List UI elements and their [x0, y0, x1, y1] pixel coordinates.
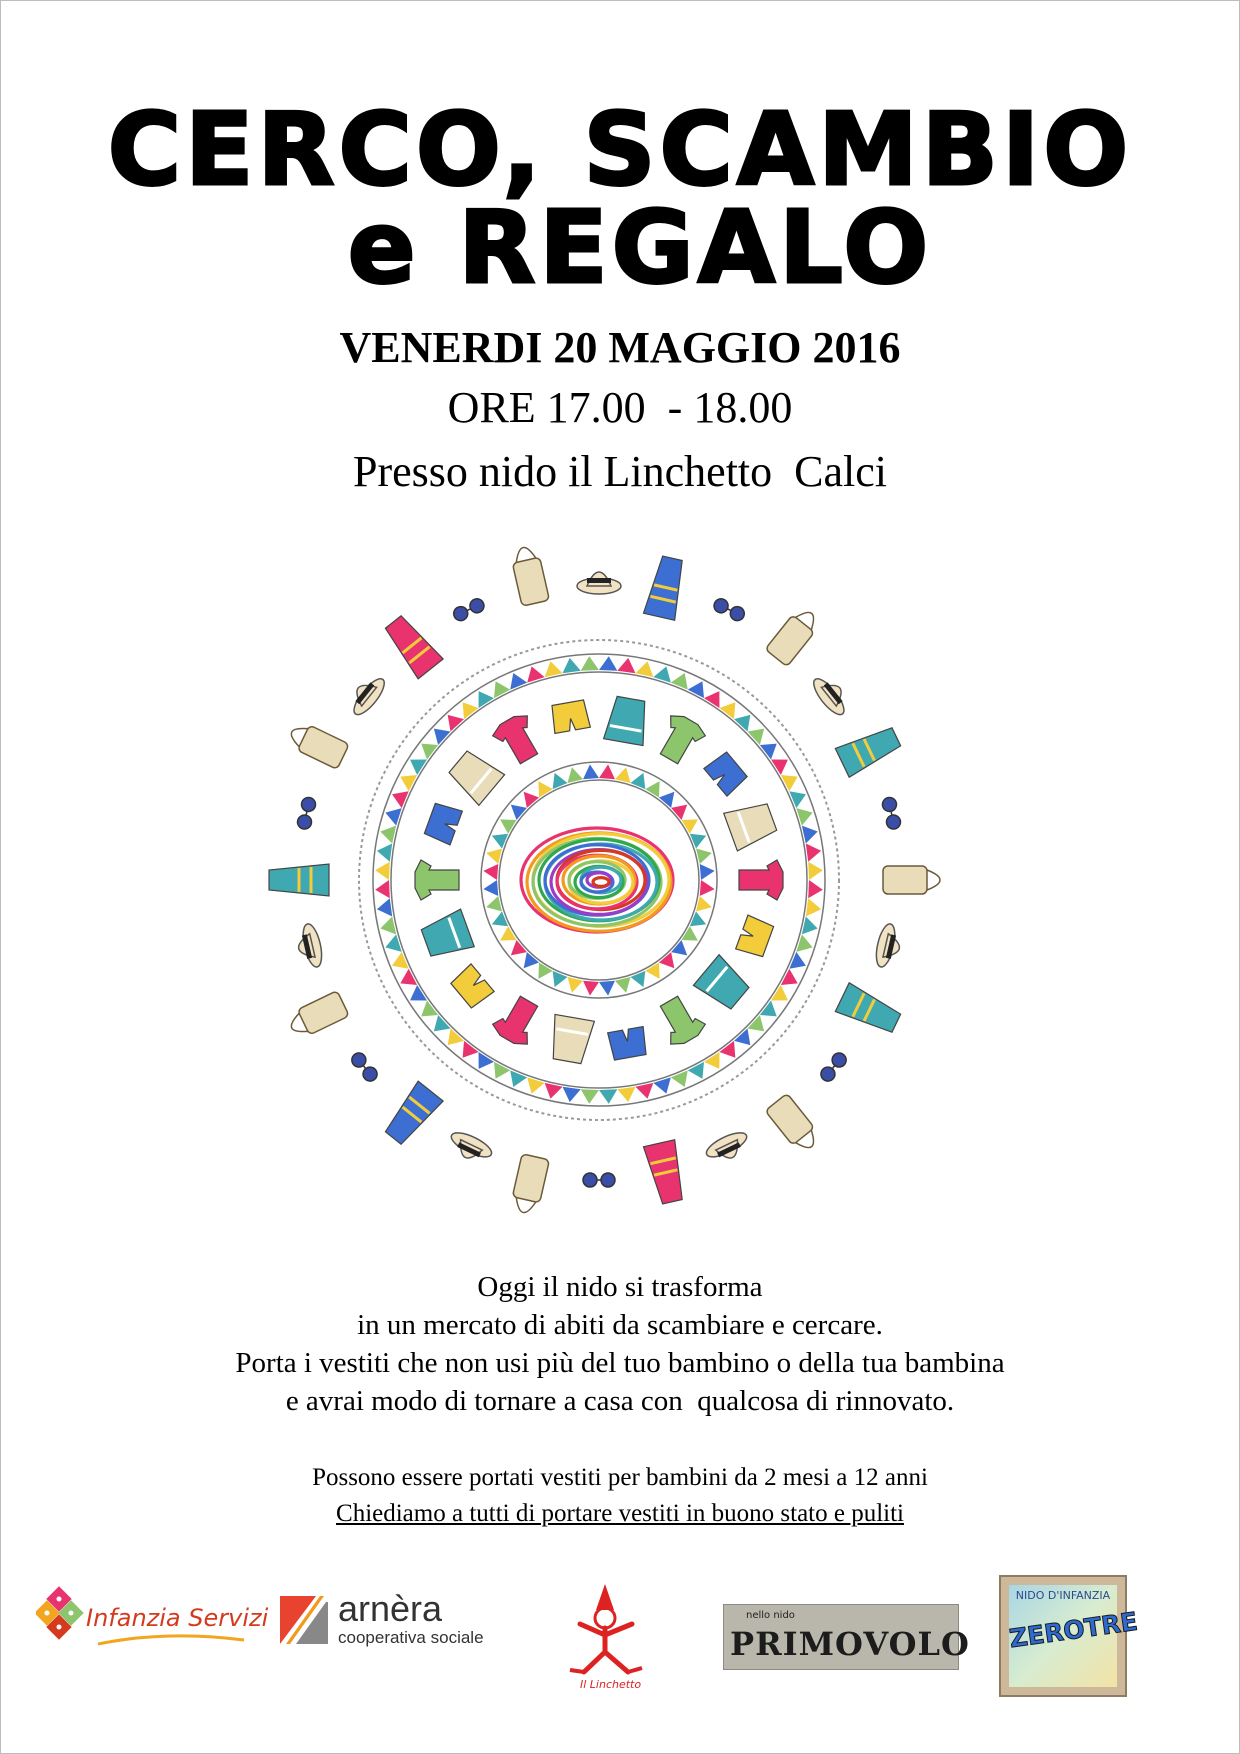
primovolo-logo: [723, 1604, 970, 1670]
accessory-item: [583, 1173, 615, 1187]
accessory-item: [381, 1081, 443, 1148]
clothing-item: [693, 955, 752, 1014]
clothing-item: [736, 915, 775, 958]
arnera-mark-icon: [276, 1588, 332, 1648]
accessory-item: [294, 922, 325, 970]
dice-icon: [36, 1580, 92, 1660]
primovolo-small-text: nello nido: [746, 1610, 795, 1621]
accessory-item: [643, 1140, 688, 1206]
accessory-item: [446, 1128, 495, 1167]
colorful-yarn-swirl: [521, 828, 673, 932]
clothing-item: [445, 746, 504, 805]
clothing-item: [490, 711, 547, 769]
accessory-item: [349, 1050, 380, 1084]
accessory-item: [818, 1050, 849, 1084]
arnera-subtitle: cooperativa sociale: [338, 1628, 484, 1647]
description-line-4: e avrai modo di tornare a casa con qualcosa di rinnovato.: [285, 1385, 955, 1417]
zerotre-top-text: NIDO D'INFANZIA: [1015, 1589, 1111, 1602]
accessory-item: [381, 612, 443, 679]
accessory-item: [809, 671, 854, 719]
clothing-item: [490, 991, 547, 1049]
event-place: Presso nido il Linchetto Calci: [352, 447, 888, 496]
swoosh-icon: [96, 1632, 246, 1648]
clothing-item: [550, 700, 590, 734]
accessory-item: [765, 1093, 822, 1155]
accessory-item: [269, 864, 329, 896]
linchetto-logo: [550, 1580, 660, 1695]
clothing-item: [704, 751, 749, 797]
note: [0, 1460, 1240, 1532]
clothing-item: [608, 1027, 648, 1061]
clothing-item: [604, 695, 651, 745]
clothes-mandala-illustration: [224, 520, 974, 1240]
accessory-item: [286, 719, 350, 769]
accessory-item: [873, 922, 904, 970]
description-line-3: Porta i vestiti che non usi più del tuo bambino o della tua bambina: [235, 1347, 1005, 1379]
clothing-item: [424, 802, 463, 845]
event-date: VENERDI 20 MAGGIO 2016: [339, 323, 901, 372]
accessory-item: [344, 671, 389, 719]
triangle-border-inner: [483, 764, 714, 995]
note-ages: Possono essere portati vestiti per bambini da 2 mesi a 12 anni: [312, 1464, 928, 1491]
description: [0, 1268, 1240, 1420]
description-line-2: in un mercato di abiti da scambiare e cercare.: [357, 1309, 883, 1341]
note-request: Chiediamo a tutti di portare vestiti in buono stato e puliti: [336, 1500, 904, 1527]
infanzia-servizi-logo: [36, 1580, 269, 1660]
primovolo-name: PRIMOVOLO: [730, 1625, 970, 1663]
accessory-item: [835, 983, 903, 1038]
title-line-2: e REGALO: [347, 189, 933, 306]
accessory-item: [451, 596, 486, 622]
description-line-1: Oggi il nido si trasforma: [477, 1271, 763, 1303]
zerotre-name: ZEROTRE: [1007, 1606, 1140, 1654]
event-time: ORE 17.00 - 18.00: [447, 383, 793, 432]
accessory-item: [509, 1154, 549, 1216]
clothing-item: [415, 860, 459, 900]
clothing-item: [739, 860, 783, 900]
linchetto-caption: Il Linchetto: [580, 1678, 642, 1691]
accessory-item: [643, 555, 688, 621]
clothing-item: [419, 909, 474, 962]
title-line-1: CERCO, SCAMBIO: [107, 91, 1133, 208]
accessory-item: [577, 572, 621, 594]
accessory-item: [703, 1128, 752, 1167]
accessory-item: [835, 722, 903, 777]
accessory-item: [881, 796, 902, 830]
clothing-item: [547, 1014, 594, 1064]
accessory-item: [883, 866, 940, 894]
accessory-item: [296, 796, 317, 830]
clothing-item: [652, 991, 709, 1049]
accessory-item: [765, 605, 822, 667]
clothing-item: [652, 711, 709, 769]
middle-clothes-ring: [415, 695, 783, 1064]
accessory-item: [712, 596, 747, 622]
infanzia-servizi-text: Infanzia Servizi: [86, 1604, 269, 1632]
zerotre-logo: [999, 1575, 1140, 1697]
goblin-icon: [550, 1580, 660, 1680]
accessory-item: [509, 544, 549, 606]
arnera-logo: [276, 1588, 496, 1658]
clothing-item: [450, 964, 495, 1010]
clothing-item: [724, 798, 779, 851]
arnera-name: arnèra: [338, 1588, 443, 1629]
accessory-item: [286, 991, 350, 1041]
